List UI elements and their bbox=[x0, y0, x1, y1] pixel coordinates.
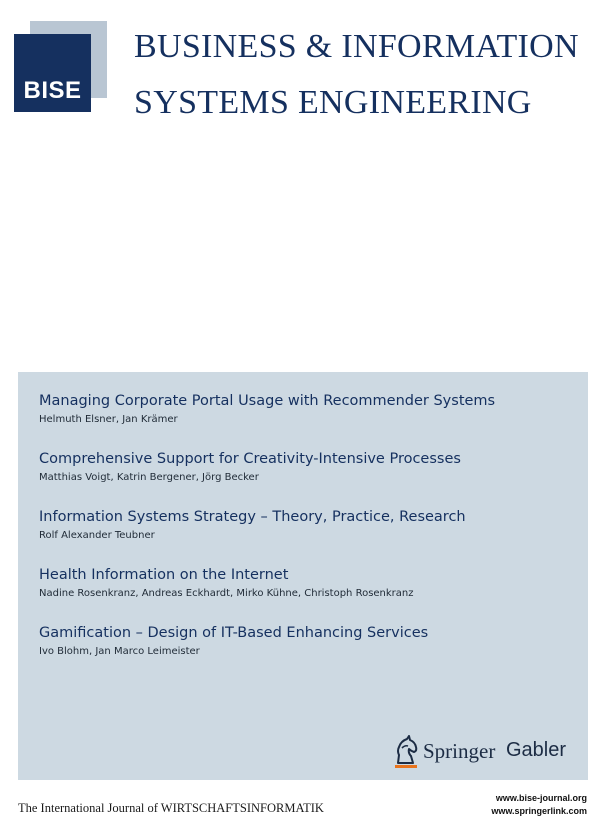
springer-wordmark: Springer bbox=[423, 739, 496, 763]
article-authors: Nadine Rosenkranz, Andreas Eckhardt, Mirko Kühne, Christoph Rosenkranz bbox=[39, 588, 414, 599]
article-title: Managing Corporate Portal Usage with Recommender Systems bbox=[39, 393, 496, 409]
article-authors: Helmuth Elsner, Jan Krämer bbox=[39, 414, 178, 425]
springer-horse-icon bbox=[391, 735, 421, 769]
article-title: Comprehensive Support for Creativity-Intensive Processes bbox=[39, 451, 461, 467]
springerlink-url[interactable]: www.springerlink.com bbox=[491, 806, 587, 816]
article-entry bbox=[39, 565, 414, 601]
contents-panel bbox=[18, 372, 588, 780]
journal-subtitle: The International Journal of WIRTSCHAFTSINFORMATIK bbox=[18, 801, 324, 815]
logo-text: BISE bbox=[23, 77, 82, 104]
journal-url[interactable]: www.bise-journal.org bbox=[495, 793, 587, 803]
article-authors: Matthias Voigt, Katrin Bergener, Jörg Becker bbox=[39, 472, 259, 483]
article-authors: Rolf Alexander Teubner bbox=[39, 530, 155, 541]
journal-title-line2: SYSTEMS ENGINEERING bbox=[134, 84, 532, 121]
article-authors: Ivo Blohm, Jan Marco Leimeister bbox=[39, 646, 200, 657]
article-entry bbox=[39, 507, 466, 543]
article-title: Health Information on the Internet bbox=[39, 567, 289, 583]
article-entry bbox=[39, 449, 461, 485]
article-title: Gamification – Design of IT-Based Enhancing Services bbox=[39, 625, 429, 641]
article-title: Information Systems Strategy – Theory, Practice, Research bbox=[39, 509, 466, 525]
gabler-wordmark: Gabler bbox=[506, 739, 567, 761]
article-entry bbox=[39, 623, 428, 659]
journal-title-line1: BUSINESS & INFORMATION bbox=[134, 28, 579, 65]
article-entry bbox=[39, 391, 495, 427]
